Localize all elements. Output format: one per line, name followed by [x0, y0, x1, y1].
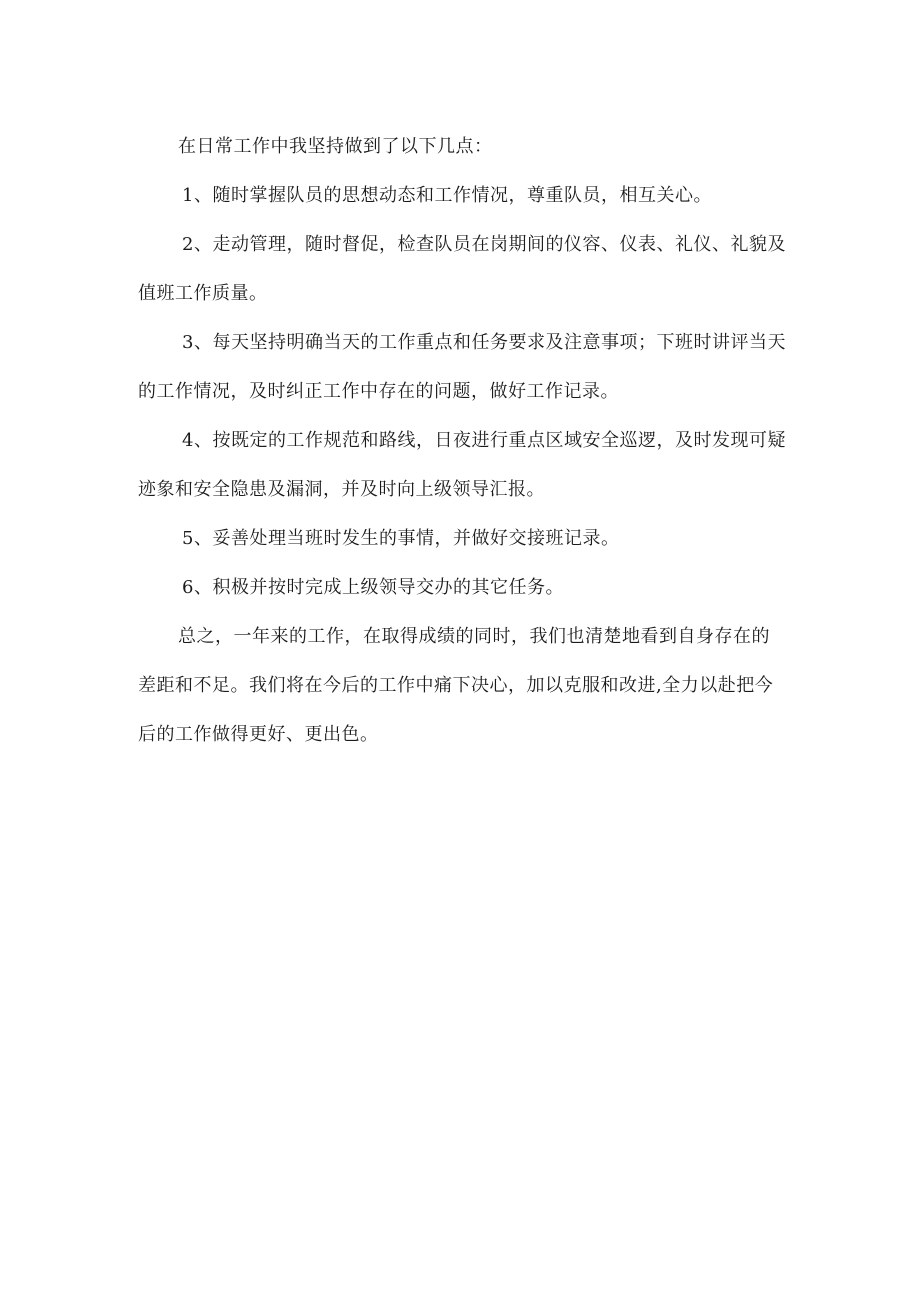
list-item-6: 6、积极并按时完成上级领导交办的其它任务。 [182, 577, 564, 598]
conclusion-paragraph: 总之，一年来的工作，在取得成绩的同时，我们也清楚地看到自身存在的差距和不足。我们将在今后的工作中痛下决心，加以克服和改进,全力以赴把今后的工作做得更好、更出色。 [138, 626, 774, 745]
list-item-4: 4、按既定的工作规范和路线，日夜进行重点区域安全巡逻，及时发现可疑迹象和安全隐患及漏洞，并及时向上级领导汇报。 [138, 430, 786, 500]
list-item-2: 2、走动管理，随时督促，检查队员在岗期间的仪容、仪表、礼仪、礼貌及值班工作质量。 [138, 234, 786, 304]
document-body [138, 122, 788, 759]
list-item-5: 5、妥善处理当班时发生的事情，并做好交接班记录。 [182, 528, 620, 549]
list-item-3: 3、每天坚持明确当天的工作重点和任务要求及注意事项；下班时讲评当天的工作情况，及时纠正工作中存在的问题，做好工作记录。 [138, 332, 786, 402]
intro-paragraph: 在日常工作中我坚持做到了以下几点： [178, 136, 493, 157]
list-item-1: 1、随时掌握队员的思想动态和工作情况，尊重队员，相互关心。 [182, 185, 712, 206]
